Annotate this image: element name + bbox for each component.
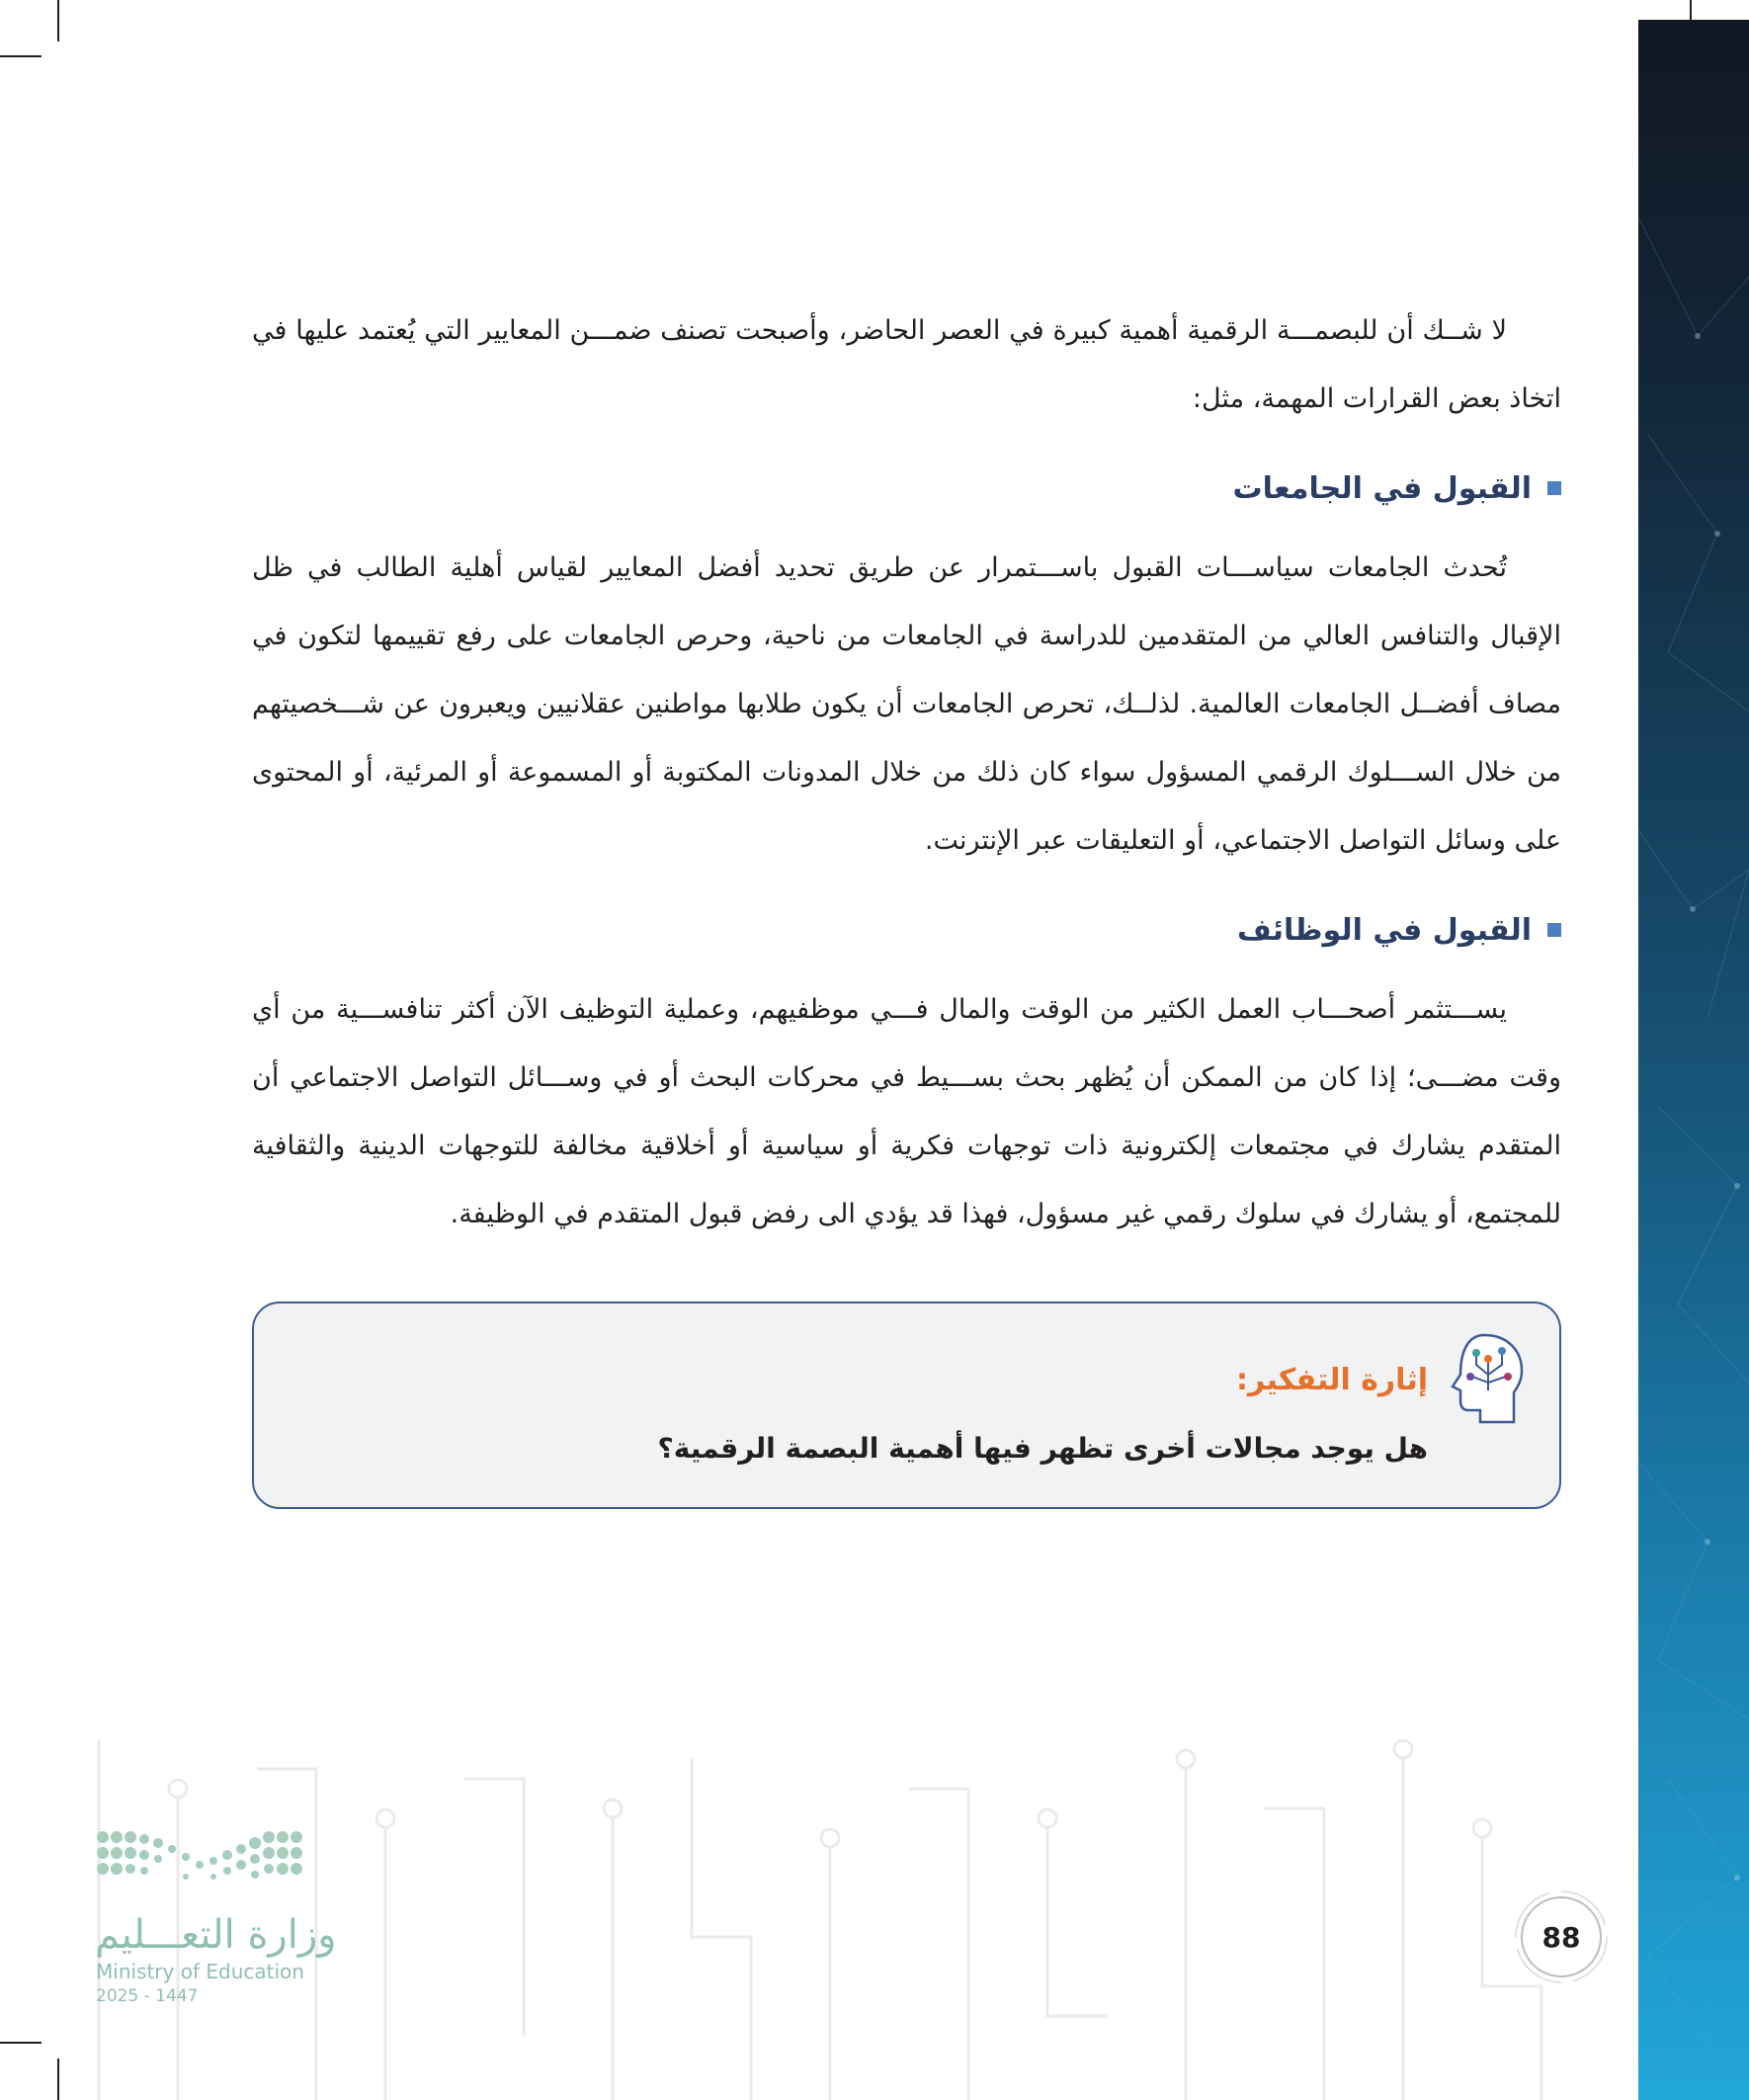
intro-paragraph: لا شــك أن للبصمـــة الرقمية أهمية كبيرة في العصر الحاضر، وأصبحت تصنف ضمـــن المعايير التي يُعتمد عليها في اتخاذ بعض القرارات المهمة، مثل:	[252, 315, 1561, 414]
crop-mark	[57, 0, 59, 42]
square-bullet-icon	[1547, 923, 1561, 937]
think-title: إثارة التفكير:	[1236, 1363, 1428, 1397]
square-bullet-icon	[1547, 481, 1561, 495]
think-question: هل يوجد مجالات أخرى تظهر فيها أهمية البصمة الرقمية؟	[657, 1432, 1428, 1465]
ministry-year: 2025 - 1447	[96, 1986, 199, 2006]
main-content	[252, 296, 1561, 1248]
heading-jobs	[252, 900, 1561, 960]
ministry-name-ar: وزارة التعـــليم	[95, 1912, 337, 1958]
jobs-paragraph: يســـتثمر أصحـــاب العمل الكثير من الوقت والمال فـــي موظفيهم، وعملية التوظيف الآن أكثر تنافســـية من أي وقت مضـــى؛ إذا كان من الممكن أن يُظهر بحث بســـيط في محركات البحث أو في وســـائل التواصل الاجتماعي أن المتقدم يشارك في مجتمعات إلكترونية ذات توجهات فكرية أو سياسية أو أخلاقية مخالفة للتوجهات الدينية والثقافية للمجتمع، أو يشارك في سلوك رقمي غير مسؤول، فهذا قد يؤدي الى رفض قبول المتقدم في الوظيفة.	[252, 994, 1561, 1229]
crop-mark	[0, 2042, 42, 2044]
page-number-badge	[1512, 1888, 1611, 1986]
heading-universities-label: القبول في الجامعات	[1232, 470, 1532, 506]
head-circuit-icon	[1449, 1331, 1530, 1426]
heading-jobs-label: القبول في الوظائف	[1237, 912, 1532, 948]
crop-mark	[0, 55, 42, 57]
ministry-name-en: Ministry of Education	[96, 1960, 304, 1983]
side-decorative-band	[1638, 20, 1749, 2100]
page-number: 88	[1541, 1920, 1581, 1954]
universities-paragraph: تُحدث الجامعات سياســـات القبول باســـتمرار عن طريق تحديد أفضل المعايير لقياس أهلية الطالب في ظل الإقبال والتنافس العالي من المتقدمين للدراسة في الجامعات من ناحية، وحرص الجامعات على رفع تقييمها لتكون في مصاف أفضــل الجامعات العالمية. لذلــك، تحرص الجامعات أن يكون طلابها مواطنين عقلانيين ويعبرون عن شـــخصيتهم من خلال الســـلوك الرقمي المسؤول سواء كان ذلك من خلال المدونات المكتوبة أو المسموعة أو المرئية، أو المحتوى على وسائل التواصل الاجتماعي، أو التعليقات عبر الإنترنت.	[252, 552, 1561, 856]
think-box	[252, 1302, 1561, 1509]
heading-universities	[252, 459, 1561, 518]
